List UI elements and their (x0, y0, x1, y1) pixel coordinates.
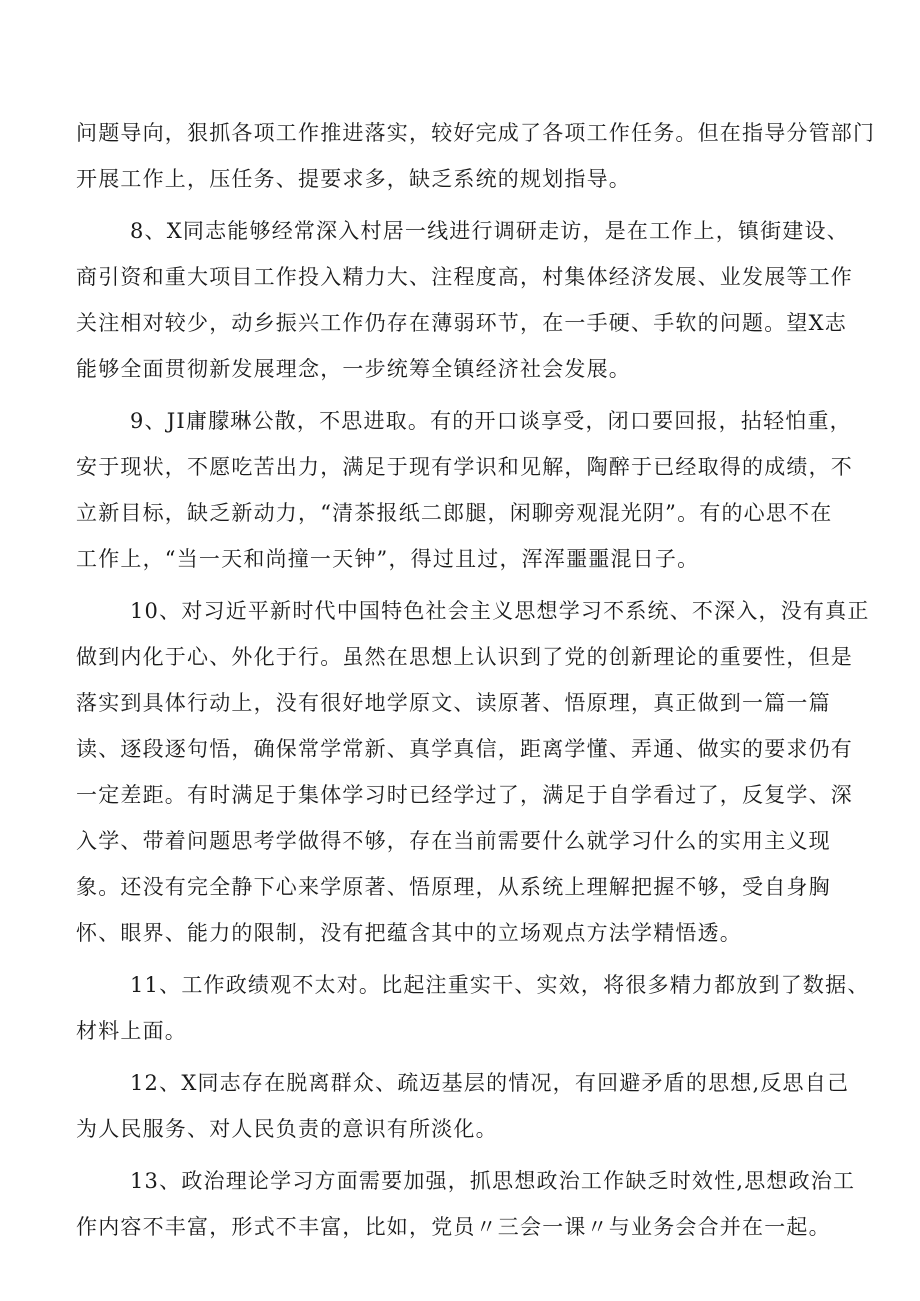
text-line-first: 11、工作政绩观不太对。比起注重实干、实效，将很多精力都放到了数据、 (130, 973, 870, 997)
text-line: 安于现状，不愿吃苦出力，满足于现有学识和见解，陶醉于已经取得的成绩，不 (76, 455, 853, 479)
text-line: 怀、眼界、能力的限制，没有把蕴含其中的立场观点方法学精悟透。 (76, 921, 742, 945)
text-line-first: 10、对习近平新时代中国特色社会主义思想学习不系统、不深入，没有真正 (130, 599, 870, 623)
text-line: 一定差距。有时满足于集体学习时已经学过了，满足于自学看过了，反复学、深 (76, 783, 853, 807)
text-line: 关注相对较少，动乡振兴工作仍存在薄弱环节，在一手硬、手软的问题。望X志 (76, 311, 847, 335)
text-line: 能够全面贯彻新发展理念，一步统筹全镇经济社会发展。 (76, 357, 631, 381)
paragraph-7-continuation (76, 110, 876, 202)
paragraph-8 (76, 208, 853, 392)
text-line: 读、逐段逐句悟，确保常学常新、真学真信，距离学懂、弄通、做实的要求仍有 (76, 737, 853, 761)
text-line: 象。还没有完全静下心来学原著、悟原理，从系统上理解把握不够，受自身胸 (76, 875, 831, 899)
text-line: 入学、带着问题思考学做得不够，存在当前需要什么就学习什么的实用主义现 (76, 829, 831, 853)
text-line-first: 9、JI庸朦琳公散，不思进取。有的开口谈享受，闭口要回报，拈轻怕重， (130, 409, 852, 433)
text-line: 为人民服务、对人民负责的意识有所淡化。 (76, 1117, 498, 1141)
text-line-first: 8、X同志能够经常深入村居一线进行调研走访，是在工作上，镇街建设、 (130, 219, 849, 243)
text-line: 材料上面。 (76, 1019, 187, 1043)
paragraph-9 (76, 398, 853, 582)
text-line: 作内容不丰富，形式不丰富，比如，党员〃三会一课〃与业务会合并在一起。 (76, 1215, 831, 1239)
text-line: 做到内化于心、外化于行。虽然在思想上认识到了党的创新理论的重要性，但是 (76, 645, 853, 669)
text-line: 落实到具体行动上，没有很好地学原文、读原著、悟原理，真正做到一篇一篇 (76, 691, 831, 715)
paragraph-10 (76, 588, 870, 956)
text-line: 立新目标，缺乏新动力，“清茶报纸二郎腿，闲聊旁观混光阴”。有的心思不在 (76, 501, 833, 525)
paragraph-12 (76, 1060, 850, 1152)
paragraph-13 (76, 1158, 856, 1250)
text-line-first: 12、X同志存在脱离群众、疏迈基层的情况，有回避矛盾的思想,反思自己 (130, 1071, 850, 1095)
text-line: 商引资和重大项目工作投入精力大、注程度高，村集体经济发展、业发展等工作 (76, 265, 853, 289)
paragraph-11 (76, 962, 870, 1054)
text-line: 工作上，“当一天和尚撞一天钟”，得过且过，浑浑噩噩混日子。 (76, 547, 700, 571)
text-line: 问题导向，狠抓各项工作推进落实，较好完成了各项工作任务。但在指导分管部门 (76, 121, 876, 145)
text-line: 开展工作上，压任务、提要求多，缺乏系统的规划指导。 (76, 167, 631, 191)
text-line-first: 13、政治理论学习方面需要加强，抓思想政治工作缺乏时效性,思想政治工 (130, 1169, 856, 1193)
